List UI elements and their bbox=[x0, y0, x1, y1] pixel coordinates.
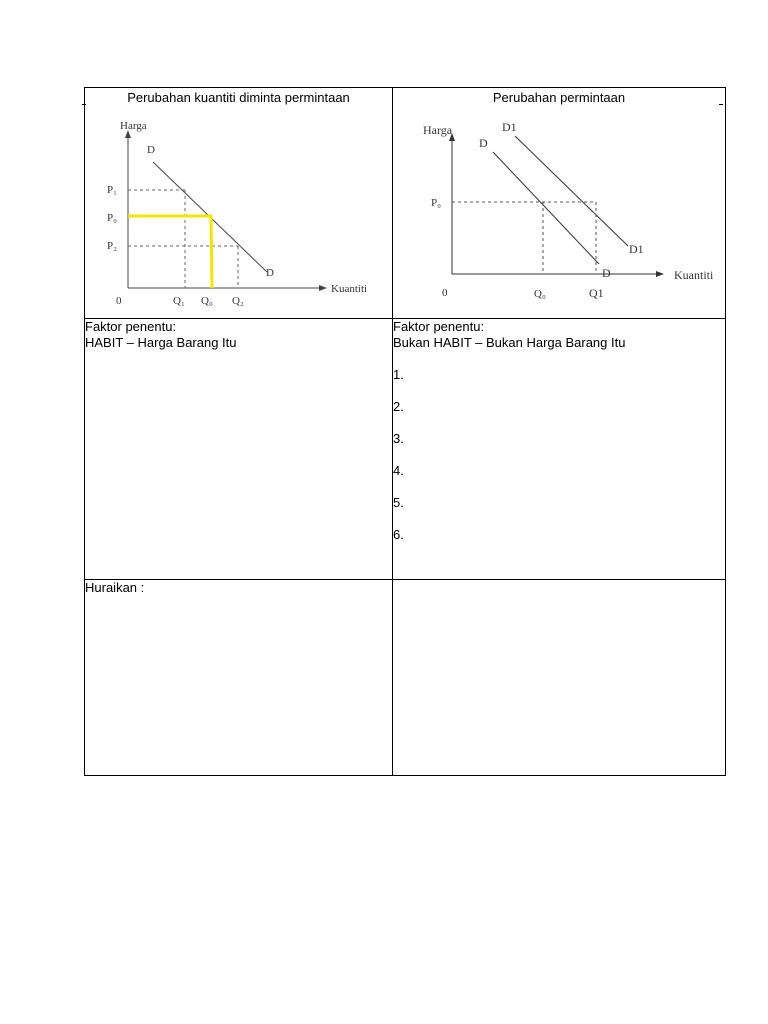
left-column-header: Perubahan kuantiti diminta permintaan bbox=[127, 90, 350, 105]
left-q0-label: Q₀ bbox=[201, 295, 213, 307]
left-curve-label-top: D bbox=[147, 144, 155, 156]
left-demand-graph bbox=[85, 106, 392, 316]
right-factor-cell bbox=[393, 318, 726, 579]
left-x-axis-label: Kuantiti bbox=[331, 283, 368, 295]
list-item: 3. bbox=[393, 430, 404, 446]
right-explanation-cell bbox=[393, 579, 726, 775]
left-graph-svg bbox=[85, 106, 392, 316]
right-origin-label: 0 bbox=[442, 287, 448, 299]
right-y-axis-label: Harga bbox=[423, 123, 453, 137]
right-graph-svg bbox=[393, 106, 725, 316]
left-q2-label: Q₂ bbox=[232, 295, 244, 307]
left-p1-label: P₁ bbox=[107, 184, 117, 196]
right-d1-label-top: D1 bbox=[502, 120, 517, 134]
right-d-label-bottom: D bbox=[602, 266, 611, 280]
left-highlight-p0-q0 bbox=[128, 216, 212, 288]
list-item: 6. bbox=[393, 526, 404, 542]
left-factor-cell bbox=[85, 318, 393, 579]
left-q1-label: Q₁ bbox=[173, 295, 185, 307]
list-item: 1. bbox=[393, 366, 404, 382]
right-demand-curve-d1 bbox=[515, 136, 628, 246]
left-p0-label: P₀ bbox=[107, 212, 117, 224]
graph-row bbox=[85, 88, 726, 319]
left-p2-label: P₂ bbox=[107, 240, 117, 252]
explanation-title: Huraikan : bbox=[85, 579, 145, 595]
list-item: 4. bbox=[393, 462, 404, 478]
right-column-header: Perubahan permintaan bbox=[492, 90, 626, 105]
right-factor-value: Bukan HABIT – Bukan Harga Barang Itu bbox=[393, 334, 626, 350]
right-x-axis-label: Kuantiti bbox=[674, 268, 714, 282]
list-item: 2. bbox=[393, 398, 404, 414]
left-curve-label-bottom: D bbox=[266, 267, 274, 279]
left-explanation-cell bbox=[85, 579, 393, 775]
left-graph-cell bbox=[85, 88, 393, 319]
right-factor-title: Faktor penentu: bbox=[393, 318, 485, 334]
right-demand-graph bbox=[393, 106, 725, 316]
left-factor-title: Faktor penentu: bbox=[85, 318, 177, 334]
right-demand-curve-d bbox=[493, 152, 599, 264]
right-graph-cell bbox=[393, 88, 726, 319]
right-corner-mark bbox=[719, 104, 723, 105]
worksheet-table bbox=[84, 87, 726, 776]
right-q1-label: Q1 bbox=[589, 286, 604, 300]
left-x-arrow bbox=[319, 285, 327, 291]
factor-row bbox=[85, 318, 726, 579]
right-x-arrow bbox=[656, 271, 664, 277]
explanation-row bbox=[85, 579, 726, 775]
left-origin-label: 0 bbox=[116, 295, 122, 307]
right-q0-label: Q₀ bbox=[534, 288, 546, 300]
list-item: 5. bbox=[393, 494, 404, 510]
left-corner-mark bbox=[82, 104, 86, 105]
right-d-label-top: D bbox=[479, 136, 488, 150]
right-d1-label-bottom: D1 bbox=[629, 242, 644, 256]
left-factor-value: HABIT – Harga Barang Itu bbox=[85, 334, 237, 350]
right-p0-label: P₀ bbox=[431, 197, 441, 209]
left-y-axis-label: Harga bbox=[120, 120, 147, 132]
